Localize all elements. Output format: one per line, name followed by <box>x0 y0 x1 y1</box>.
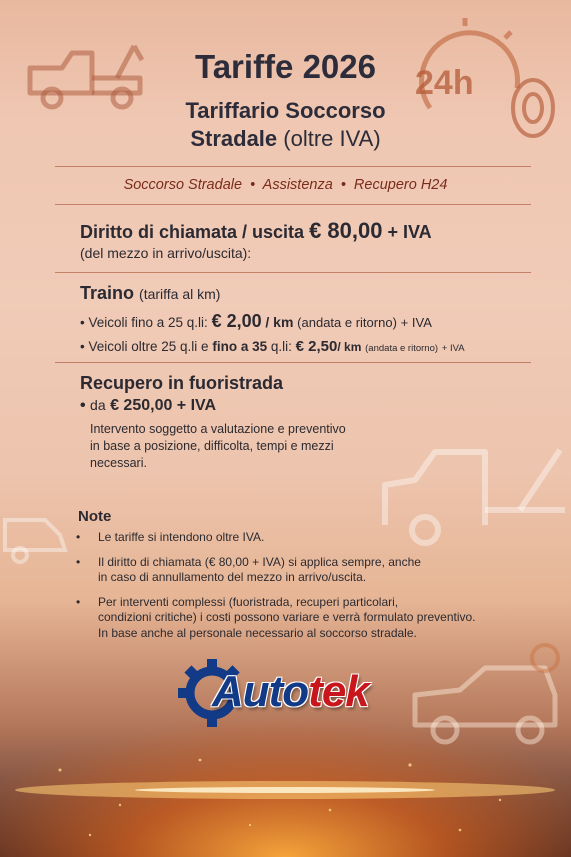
logo-text-auto: Auto <box>212 667 309 716</box>
note-item-complex-line2: condizioni critiche) i costi possono variare e verrà formulato preventivo. <box>98 610 476 624</box>
call-fee-note: (del mezzo in arrivo/uscita): <box>80 245 252 261</box>
note-item-call-fee-line1: • Il diritto di chiamata (€ 80,00 + IVA) si applica sempre, anche <box>98 554 421 569</box>
offroad-desc-line3: necessari. <box>90 456 147 470</box>
autotek-logo <box>178 659 393 729</box>
towing-row-25-prefix: Veicoli fino a 25 q.li: <box>88 315 208 330</box>
offroad-from-label: da <box>90 397 106 413</box>
note-item-complex-line1: • Per interventi complessi (fuoristrada, recuperi particolari, <box>98 594 399 609</box>
divider-call <box>55 272 531 273</box>
towing-title: Traino <box>80 283 135 303</box>
offroad-desc-line1: Intervento soggetto a valutazione e preventivo <box>90 422 346 436</box>
towing-row-35-price: € 2,50 <box>295 338 338 355</box>
tagline <box>0 177 571 193</box>
notes-section <box>80 508 551 650</box>
van-icon <box>0 500 80 570</box>
notes-title: Note <box>78 508 112 525</box>
tagline-item-assistenza: Assistenza <box>262 177 333 193</box>
tagline-item-recupero: Recupero H24 <box>353 177 448 193</box>
offroad-price-row: • da € 250,00 + IVA <box>80 397 217 414</box>
logo-text-tek: tek <box>308 667 369 716</box>
subtitle-line2-bold: Stradale <box>190 126 278 151</box>
note-item-complex-line3: In base anche al personale necessario al soccorso stradale. <box>98 625 417 640</box>
note-item-iva <box>74 530 551 546</box>
towing-row-25: • Veicoli fino a 25 q.li: € 2,00 / km (andata e ritorno) + IVA <box>80 311 432 331</box>
towing-row-25-unit: / km <box>265 314 294 330</box>
towing-row-35-prefix-end: q.li: <box>270 339 292 354</box>
offroad-title: Recupero in fuoristrada <box>80 373 284 393</box>
note-item-complex <box>74 595 551 642</box>
call-fee-suffix: + IVA <box>387 222 432 242</box>
divider-top <box>55 166 531 167</box>
tagline-separator: • <box>250 177 256 193</box>
subtitle-line1: Tariffario Soccorso <box>185 98 386 123</box>
towing-section <box>80 283 541 361</box>
tagline-item-soccorso: Soccorso Stradale <box>123 177 243 193</box>
24h-badge-text: 24h <box>415 64 474 102</box>
towing-row-35-detail: (andata e ritorno) <box>365 343 439 354</box>
offroad-price: € 250,00 + IVA <box>110 397 217 414</box>
divider-towing <box>55 362 531 363</box>
note-item-iva-text: Le tariffe si intendono oltre IVA. <box>98 530 265 544</box>
call-fee-label: Diritto di chiamata / uscita <box>80 222 305 242</box>
flatbed-truck-icon <box>405 640 571 750</box>
towing-row-35-range: fino a 35 <box>212 339 268 354</box>
towing-row-25-suffix: + IVA <box>400 315 432 330</box>
page-subtitle <box>0 97 571 153</box>
towing-row-35-suffix: + IVA <box>441 343 465 354</box>
call-fee-price: € 80,00 <box>309 218 383 243</box>
offroad-desc-line2: in base a posizione, difficolta, tempi e mezzi <box>90 439 334 453</box>
towing-row-35-unit: / km <box>337 340 362 354</box>
towing-row-25-price: € 2,00 <box>211 311 262 331</box>
subtitle-line2-light: (oltre IVA) <box>283 126 381 151</box>
towing-row-35-prefix: Veicoli oltre 25 q.li e <box>88 339 209 354</box>
note-item-call-fee-line2: in caso di annullamento del mezzo in arrivo/uscita. <box>98 570 367 584</box>
towing-row-35: • Veicoli oltre 25 q.li e fino a 35 q.li: € 2,50/ km (andata e ritorno) + IVA <box>80 338 465 355</box>
call-fee-section <box>80 218 541 261</box>
divider-tagline <box>55 204 531 205</box>
page-title: Tariffe 2026 <box>195 48 376 85</box>
towing-title-note: (tariffa al km) <box>139 286 221 302</box>
tagline-separator: • <box>340 177 346 193</box>
logo-text <box>212 667 369 717</box>
sparkle-glow <box>0 740 571 857</box>
towing-row-25-detail: (andata e ritorno) <box>297 315 397 330</box>
note-item-call-fee <box>74 555 551 586</box>
